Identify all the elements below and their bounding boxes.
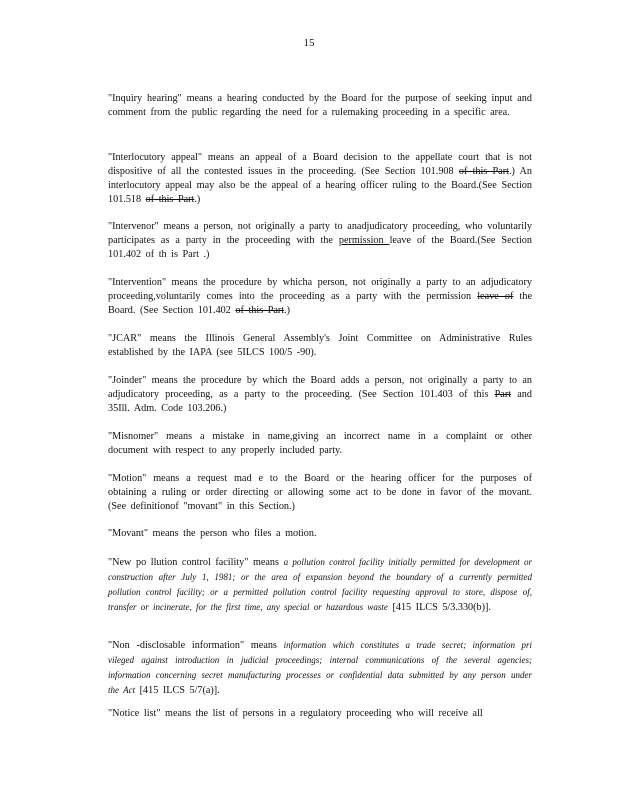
- definition-new-pollution-segment: [415 ILCS 5/3.330(b)].: [387, 602, 491, 614]
- definition-movant: [108, 527, 532, 541]
- definition-interlocutory-segment: of this Part: [145, 194, 195, 206]
- definition-interlocutory-segment: .): [194, 194, 201, 206]
- definition-intervenor-segment: permission: [338, 235, 390, 247]
- definition-intervention-segment: .): [284, 305, 291, 317]
- definition-jcar-segment: "JCAR" means the Illinois General Assembly's Joint Committee on Administrative Rules established by the IAPA (see 5ILCS 100/5 -90).: [108, 333, 532, 359]
- definition-movant-segment: "Movant" means the person who files a motion.: [108, 528, 317, 540]
- definition-new-pollution-segment: "New po llution control facility" means: [108, 557, 284, 569]
- definition-jcar: [108, 332, 532, 360]
- definition-notice-list-segment: "Notice list" means the list of persons in a regulatory proceeding who will receive all: [108, 708, 483, 720]
- definition-non-disclosable-information: [108, 638, 532, 698]
- definition-interlocutory-segment: .) An interlocutory appeal may also be the appeal of a hearing officer ruling to the Board.(See Section 101.518: [108, 166, 532, 206]
- definition-motion-segment: "Motion" means a request mad e to the Board or the hearing officer for the purposes of obtaining a ruling or order directing or allowing some act to be done in favor of the movant. (See definitionof "movant" in this Section.): [108, 473, 532, 513]
- definition-non-disclosable-segment: [415 ILCS 5/7(a)].: [135, 685, 220, 697]
- definition-intervention-segment: leave of: [477, 291, 514, 303]
- definition-non-disclosable-segment: information which constitutes a trade secret; information pri vileged against introduction in judicial proceedings; internal communications of the several agencies; information concerning secret manufacturing processes or confidential data submitted by any person under the Act: [108, 640, 532, 696]
- definition-intervention: [108, 276, 532, 318]
- page-number: 15: [303, 37, 315, 49]
- definition-intervention-segment: "Intervention" means the procedure by whicha person, not originally a party to an adjudicatory proceeding,voluntarily comes into the proceeding as a party with the permission: [108, 277, 532, 303]
- definition-intervenor-segment: "Intervenor" means a person, not originally a party to anadjudicatory proceeding, who voluntarily participates as a party in the proceeding with the: [108, 221, 532, 247]
- definition-new-pollution-segment: a pollution control facility initially permitted for development or construction after July 1, 1981; or the area of expansion beyond the boundary of a currently permitted pollution control facility; or a permitted pollution control facility requesting approval to store, dispose of, transfer or incinerate, for the first time, any special or hazardous waste: [108, 557, 532, 613]
- definition-interlocutory-appeal: [108, 151, 532, 207]
- definition-intervention-segment: the Board. (See Section 101.402: [108, 291, 532, 317]
- definition-misnomer: [108, 430, 532, 458]
- definition-intervenor: [108, 220, 532, 262]
- definition-non-disclosable-segment: "Non -disclosable information" means: [108, 640, 284, 652]
- definition-new-pollution-control-facility: [108, 555, 532, 615]
- definition-intervention-segment: of this Part: [235, 305, 285, 317]
- definition-misnomer-segment: "Misnomer" means a mistake in name,giving an incorrect name in a complaint or other document with respect to any properly included party.: [108, 431, 532, 457]
- definition-intervenor-segment: leave of the Board.(See Section 101.402 of th is Part .): [108, 235, 532, 261]
- definition-notice-list: [108, 707, 532, 721]
- definition-interlocutory-segment: of this Part: [458, 166, 509, 178]
- definition-joinder-segment: Part: [494, 389, 512, 401]
- definition-motion: [108, 472, 532, 514]
- definition-inquiry-hearing: [108, 92, 532, 120]
- definition-joinder-segment: "Joinder" means the procedure by which the Board adds a person, not originally a party to an adjudicatory proceeding, as a party to the proceeding. (See Section 101.403 of this: [108, 375, 532, 401]
- definition-joinder-segment: and 35Ill. Adm. Code 103.206.): [108, 389, 532, 415]
- definition-interlocutory-segment: "Interlocutory appeal" means an appeal of a Board decision to the appellate court that is not dispositive of all the contested issues in the proceeding. (See Section 101.908: [108, 152, 532, 178]
- definition-joinder: [108, 374, 532, 416]
- definition-inquiry-segment: "Inquiry hearing" means a hearing conducted by the Board for the purpose of seeking input and comment from the public regarding the need for a rulemaking proceeding in a specific area.: [108, 93, 532, 119]
